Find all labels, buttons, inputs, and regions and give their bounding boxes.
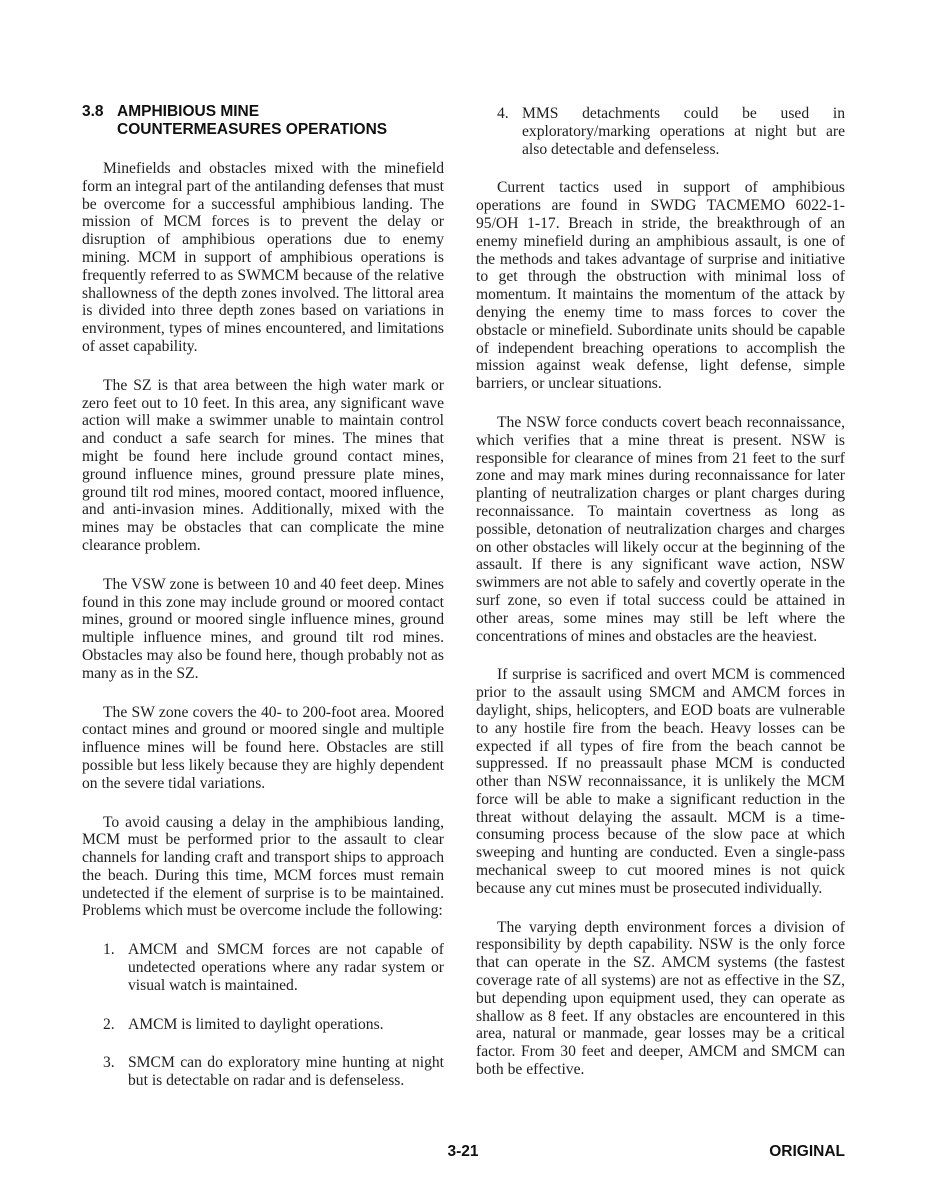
section-title-line1: AMPHIBIOUS MINE <box>117 103 260 120</box>
list-item-text: AMCM is limited to daylight operations. <box>128 1015 384 1033</box>
numbered-list-item <box>82 1016 444 1034</box>
list-item-number: 3. <box>103 1054 115 1072</box>
left-column <box>82 103 444 1090</box>
paragraph: The SW zone covers the 40- to 200-foot area. Moored contact mines and ground or moored single and multiple influence mines will be found here. Obstacles are still possible but less likely because they are highly dependent on the severe tidal variations. <box>82 703 444 792</box>
paragraph: The VSW zone is between 10 and 40 feet deep. Mines found in this zone may include ground or moored contact mines, ground or moored single influence mines, ground multiple influence mines, and ground tilt rod mines. Obstacles may also be found here, though probably not as many as in the SZ. <box>82 575 444 682</box>
list-item-text: SMCM can do exploratory mine hunting at night but is detectable on radar and is defenseless. <box>128 1054 444 1090</box>
numbered-list-item <box>82 941 444 994</box>
section-title-line2: COUNTERMEASURES OPERATIONS <box>117 121 388 138</box>
right-column <box>476 105 845 1079</box>
list-item-number: 2. <box>103 1015 115 1033</box>
paragraph: To avoid causing a delay in the amphibious landing, MCM must be performed prior to the assault to clear channels for landing craft and transport ships to approach the beach. During this time, MCM forces must remain undetected if the element of surprise is to be maintained. Problems which must be overcome include the following: <box>82 813 444 920</box>
paragraph: The varying depth environment forces a division of responsibility by depth capability. NSW is the only force that can operate in the SZ. AMCM systems (the fastest coverage rate of all systems) are not as effective in the SZ, but depending upon equipment used, they can operate as shallow as 8 feet. If any obstacles are encountered in this area, natural or manmade, gear losses may be a critical factor. From 30 feet and deeper, AMCM and SMCM can both be effective. <box>476 918 845 1079</box>
section-title <box>117 103 387 139</box>
paragraph: If surprise is sacrificed and overt MCM is commenced prior to the assault using SMCM and AMCM forces in daylight, ships, helicopters, and EOD boats are vulnerable to any hostile fire from the beach. Heavy losses can be expected if all types of fire from the beach cannot be suppressed. If no preassault phase MCM is conducted other than NSW reconnaissance, it is unlikely the MCM force will be able to make a significant reduction in the threat without delaying the assault. MCM is a time-consuming process because of the slow pace at which sweeping and hunting are conducted. Even a single-pass mechanical sweep to cut moored mines is not quick because any cut mines must be prosecuted individually. <box>476 666 845 897</box>
list-item-text: MMS detachments could be used in exploratory/marking operations at night but are also detectable and defenseless. <box>522 105 845 158</box>
list-item-number: 1. <box>103 941 115 959</box>
list-item-text: AMCM and SMCM forces are not capable of undetected operations where any radar system or visual watch is maintained. <box>128 941 444 994</box>
paragraph: The SZ is that area between the high water mark or zero feet out to 10 feet. In this area, any significant wave action will make a swimmer unable to maintain control and conduct a safe search for mines. The mines that might be found here include ground contact mines, ground influence mines, ground pressure plate mines, ground tilt rod mines, moored contact, moored influence, and anti-invasion mines. Additionally, mixed with the mines may be obstacles that can complicate the mine clearance problem. <box>82 376 444 554</box>
footer-edition-label: ORIGINAL <box>769 1143 845 1160</box>
list-item-number: 4. <box>497 105 509 122</box>
paragraph: The NSW force conducts covert beach reconnaissance, which verifies that a mine threat is present. NSW is responsible for clearance of mines from 21 feet to the surf zone and may mark mines during reconnaissance for later planting of neutralization charges or plant charges during reconnaissance. To maintain covertness as long as possible, detonation of neutralization charges and charges on other obstacles will likely occur at the beginning of the assault. If there is any significant wave action, NSW swimmers are not able to safely and covertly operate in the surf zone, so even if total success could be attained in other areas, some mines may still be left where the concentrations of mines and obstacles are the heaviest. <box>476 413 845 645</box>
numbered-list-item <box>476 105 845 158</box>
paragraph: Current tactics used in support of amphibious operations are found in SWDG TACMEMO 6022-1-95/OH 1-17. Breach in stride, the breakthrough of an enemy minefield during an amphibious assault, is one of the methods and takes advantage of surprise and initiative to get through the obstruction with minimal loss of momentum. It maintains the momentum of the attack by denying the enemy time to mass forces to cover the obstacle or minefield. Subordinate units should be capable of independent breaching operations to accomplish the mission against weak defense, light defense, simple barriers, or unclear situations. <box>476 179 845 393</box>
numbered-list-item <box>82 1054 444 1090</box>
paragraph: Minefields and obstacles mixed with the minefield form an integral part of the antilanding defenses that must be overcome for a successful amphibious landing. The mission of MCM forces is to prevent the delay or disruption of amphibious operations due to enemy mining. MCM in support of amphibious operations is frequently referred to as SWMCM because of the relative shallowness of the depth zones involved. The littoral area is divided into three depth zones based on variations in environment, types of mines encountered, and limitations of asset capability. <box>82 160 444 355</box>
section-heading <box>82 103 444 139</box>
footer-page-number: 3-21 <box>447 1143 479 1160</box>
section-number: 3.8 <box>82 103 104 120</box>
